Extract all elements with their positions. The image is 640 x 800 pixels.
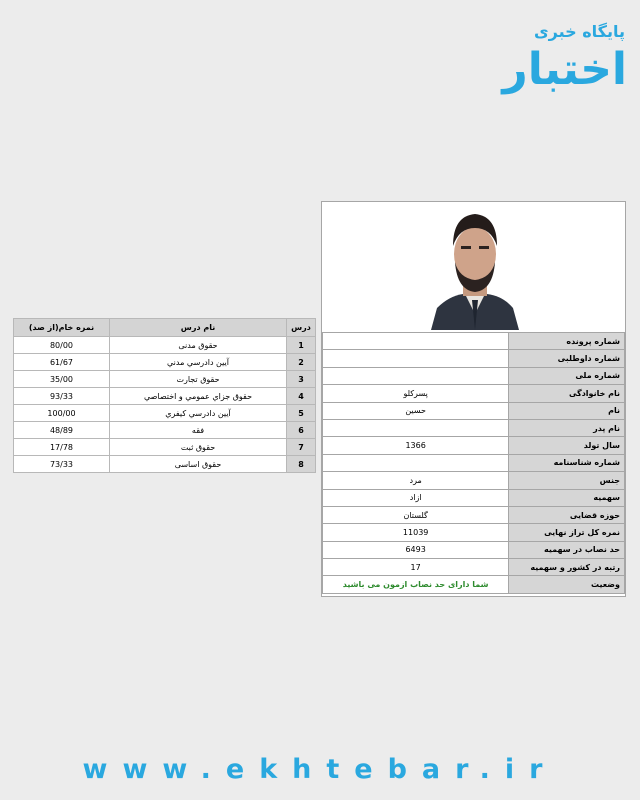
info-label: سهمیه: [509, 489, 625, 506]
score-cell: 80/00: [14, 337, 110, 354]
info-label: حد نصاب در سهمیه: [509, 541, 625, 558]
info-label: شماره پرونده: [509, 333, 625, 350]
info-value: 17: [323, 559, 509, 576]
info-value: 11039: [323, 524, 509, 541]
course-number-cell: 6: [287, 422, 316, 439]
info-row: [323, 559, 625, 576]
candidate-photo: [427, 204, 523, 330]
info-value: [323, 333, 509, 350]
info-value: 6493: [323, 541, 509, 558]
table-row: [14, 388, 316, 405]
candidate-info-table: [322, 332, 625, 594]
header-course-number: درس: [287, 319, 316, 337]
info-value: ازاد: [323, 489, 509, 506]
info-row: [323, 489, 625, 506]
course-name-cell: حقوق مدنی: [110, 337, 287, 354]
course-number-cell: 4: [287, 388, 316, 405]
website-url: www.ekhtebar.ir: [82, 754, 558, 785]
info-value: [323, 419, 509, 436]
scores-table: [13, 318, 316, 473]
course-number-cell: 2: [287, 354, 316, 371]
info-label: حوزه قضایی: [509, 506, 625, 523]
info-label: نمره کل تراز نهایی: [509, 524, 625, 541]
info-value: مرد: [323, 472, 509, 489]
info-label: نام: [509, 402, 625, 419]
info-row: [323, 524, 625, 541]
score-cell: 17/78: [14, 439, 110, 456]
info-value: پسرکلو: [323, 385, 509, 402]
course-name-cell: حقوق تجارت: [110, 371, 287, 388]
info-label: نام پدر: [509, 419, 625, 436]
course-name-cell: حقوق اساسی: [110, 456, 287, 473]
candidate-info-panel: [321, 201, 626, 597]
info-row: [323, 333, 625, 350]
info-row: [323, 350, 625, 367]
table-row: [14, 371, 316, 388]
info-label: رتبه در کشور و سهمیه: [509, 559, 625, 576]
logo-subtitle: پایگاه خبری: [533, 22, 625, 41]
logo: [503, 22, 629, 106]
info-row: [323, 506, 625, 523]
header-course-name: نام درس: [110, 319, 287, 337]
info-label: سال تولد: [509, 437, 625, 454]
course-name-cell: آيين دادرسي مدني: [110, 354, 287, 371]
info-value: [323, 367, 509, 384]
course-number-cell: 8: [287, 456, 316, 473]
table-row: [14, 354, 316, 371]
course-number-cell: 5: [287, 405, 316, 422]
table-row: [14, 337, 316, 354]
info-label: شماره ملی: [509, 367, 625, 384]
info-row: [323, 437, 625, 454]
header-score: (نمره خام(از صد: [14, 319, 110, 337]
info-value: حسین: [323, 402, 509, 419]
info-value: [323, 350, 509, 367]
info-label: وضعیت: [509, 576, 625, 593]
scores-header-row: [14, 319, 316, 337]
course-name-cell: آيين دادرسي كيفري: [110, 405, 287, 422]
info-row: [323, 576, 625, 593]
info-row: [323, 385, 625, 402]
status-value: شما دارای حد نصاب ازمون می باشید: [323, 576, 509, 593]
table-row: [14, 439, 316, 456]
info-row: [323, 402, 625, 419]
course-number-cell: 3: [287, 371, 316, 388]
info-row: [323, 541, 625, 558]
score-cell: 48/89: [14, 422, 110, 439]
info-value: گلستان: [323, 506, 509, 523]
table-row: [14, 456, 316, 473]
course-number-cell: 1: [287, 337, 316, 354]
photo-frame: [322, 202, 625, 333]
course-name-cell: فقه: [110, 422, 287, 439]
info-row: [323, 367, 625, 384]
info-label: شماره شناسنامه: [509, 454, 625, 471]
info-row: [323, 472, 625, 489]
info-row: [323, 454, 625, 471]
course-name-cell: حقوق ثبت: [110, 439, 287, 456]
score-cell: 35/00: [14, 371, 110, 388]
score-cell: 100/00: [14, 405, 110, 422]
info-label: جنس: [509, 472, 625, 489]
info-label: نام خانوادگی: [509, 385, 625, 402]
info-label: شماره داوطلبی: [509, 350, 625, 367]
info-value: 1366: [323, 437, 509, 454]
table-row: [14, 405, 316, 422]
score-cell: 61/67: [14, 354, 110, 371]
info-row: [323, 419, 625, 436]
score-cell: 93/33: [14, 388, 110, 405]
logo-title: اختبار: [502, 44, 627, 95]
course-number-cell: 7: [287, 439, 316, 456]
table-row: [14, 422, 316, 439]
info-value: [323, 454, 509, 471]
score-cell: 73/33: [14, 456, 110, 473]
course-name-cell: حقوق جزاي عمومي و اختصاصي: [110, 388, 287, 405]
